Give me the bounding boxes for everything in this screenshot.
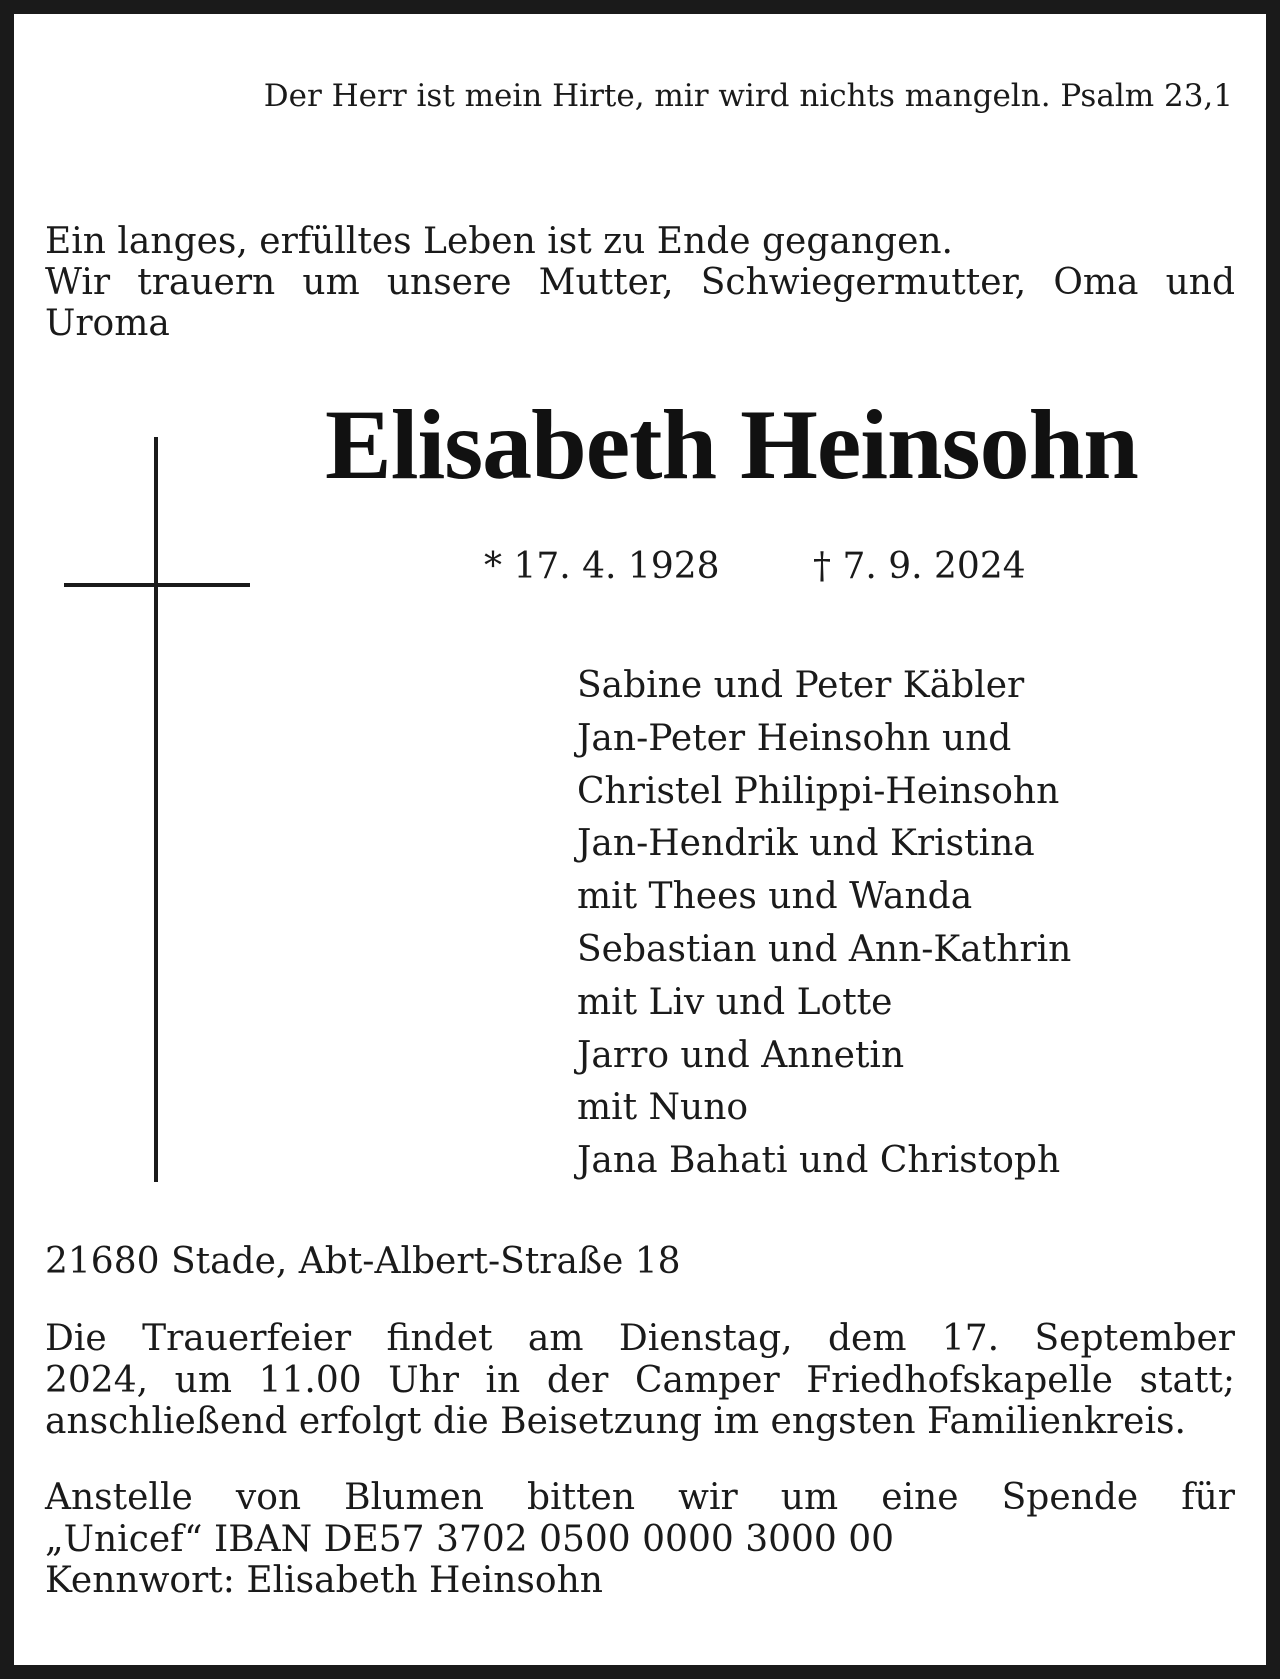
mourner-line: Jan-Peter Heinsohn und [577, 717, 1012, 759]
intro-text [45, 221, 1235, 344]
funeral-line-2: 2024, um 11.00 Uhr in der Camper Friedhofskapelle statt; [45, 1359, 1235, 1401]
mourner-line: mit Nuno [577, 1087, 749, 1129]
donation-line-1: Anstelle von Blumen bitten wir um eine Spende für [45, 1477, 1235, 1518]
mourner-line: Jarro und Annetin [577, 1034, 905, 1076]
deceased-name: Elisabeth Heinsohn [325, 389, 1138, 500]
mourner-line: Sabine und Peter Käbler [577, 665, 1025, 706]
intro-line-2: Wir trauern um unsere Mutter, Schwiegermutter, Oma und [45, 262, 1235, 303]
address: 21680 Stade, Abt-Albert-Straße 18 [45, 1241, 681, 1282]
donation-line-3: Kennwort: Elisabeth Heinsohn [45, 1560, 603, 1601]
intro-line-1: Ein langes, erfülltes Leben ist zu Ende gegangen. [45, 221, 953, 262]
mourner-line: Jan-Hendrik und Kristina [577, 823, 1035, 865]
latin-cross-crossbar [64, 583, 250, 587]
psalm-quote: Der Herr ist mein Hirte, mir wird nichts mangeln. Psalm 23,1 [263, 78, 1233, 114]
birth-date: * 17. 4. 1928 [484, 546, 720, 587]
mourner-line: mit Liv und Lotte [577, 981, 893, 1023]
latin-cross-icon [154, 437, 158, 1182]
intro-line-3: Uroma [45, 303, 170, 344]
mourners-list [577, 660, 1071, 1188]
funeral-line-1: Die Trauerfeier findet am Dienstag, dem 17. September [45, 1318, 1235, 1359]
mourner-line: mit Thees und Wanda [577, 876, 973, 918]
funeral-notice [45, 1318, 1235, 1443]
mourner-line: Jana Bahati und Christoph [577, 1140, 1061, 1182]
funeral-line-3: anschließend erfolgt die Beisetzung im engsten Familienkreis. [45, 1401, 1186, 1442]
mourner-line: Sebastian und Ann-Kathrin [577, 928, 1072, 970]
mourner-line: Christel Philippi-Heinsohn [577, 770, 1060, 812]
donation-line-2: „Unicef“ IBAN DE57 3702 0500 0000 3000 00 [45, 1518, 895, 1560]
death-date: † 7. 9. 2024 [813, 546, 1026, 587]
donation-notice [45, 1477, 1235, 1602]
